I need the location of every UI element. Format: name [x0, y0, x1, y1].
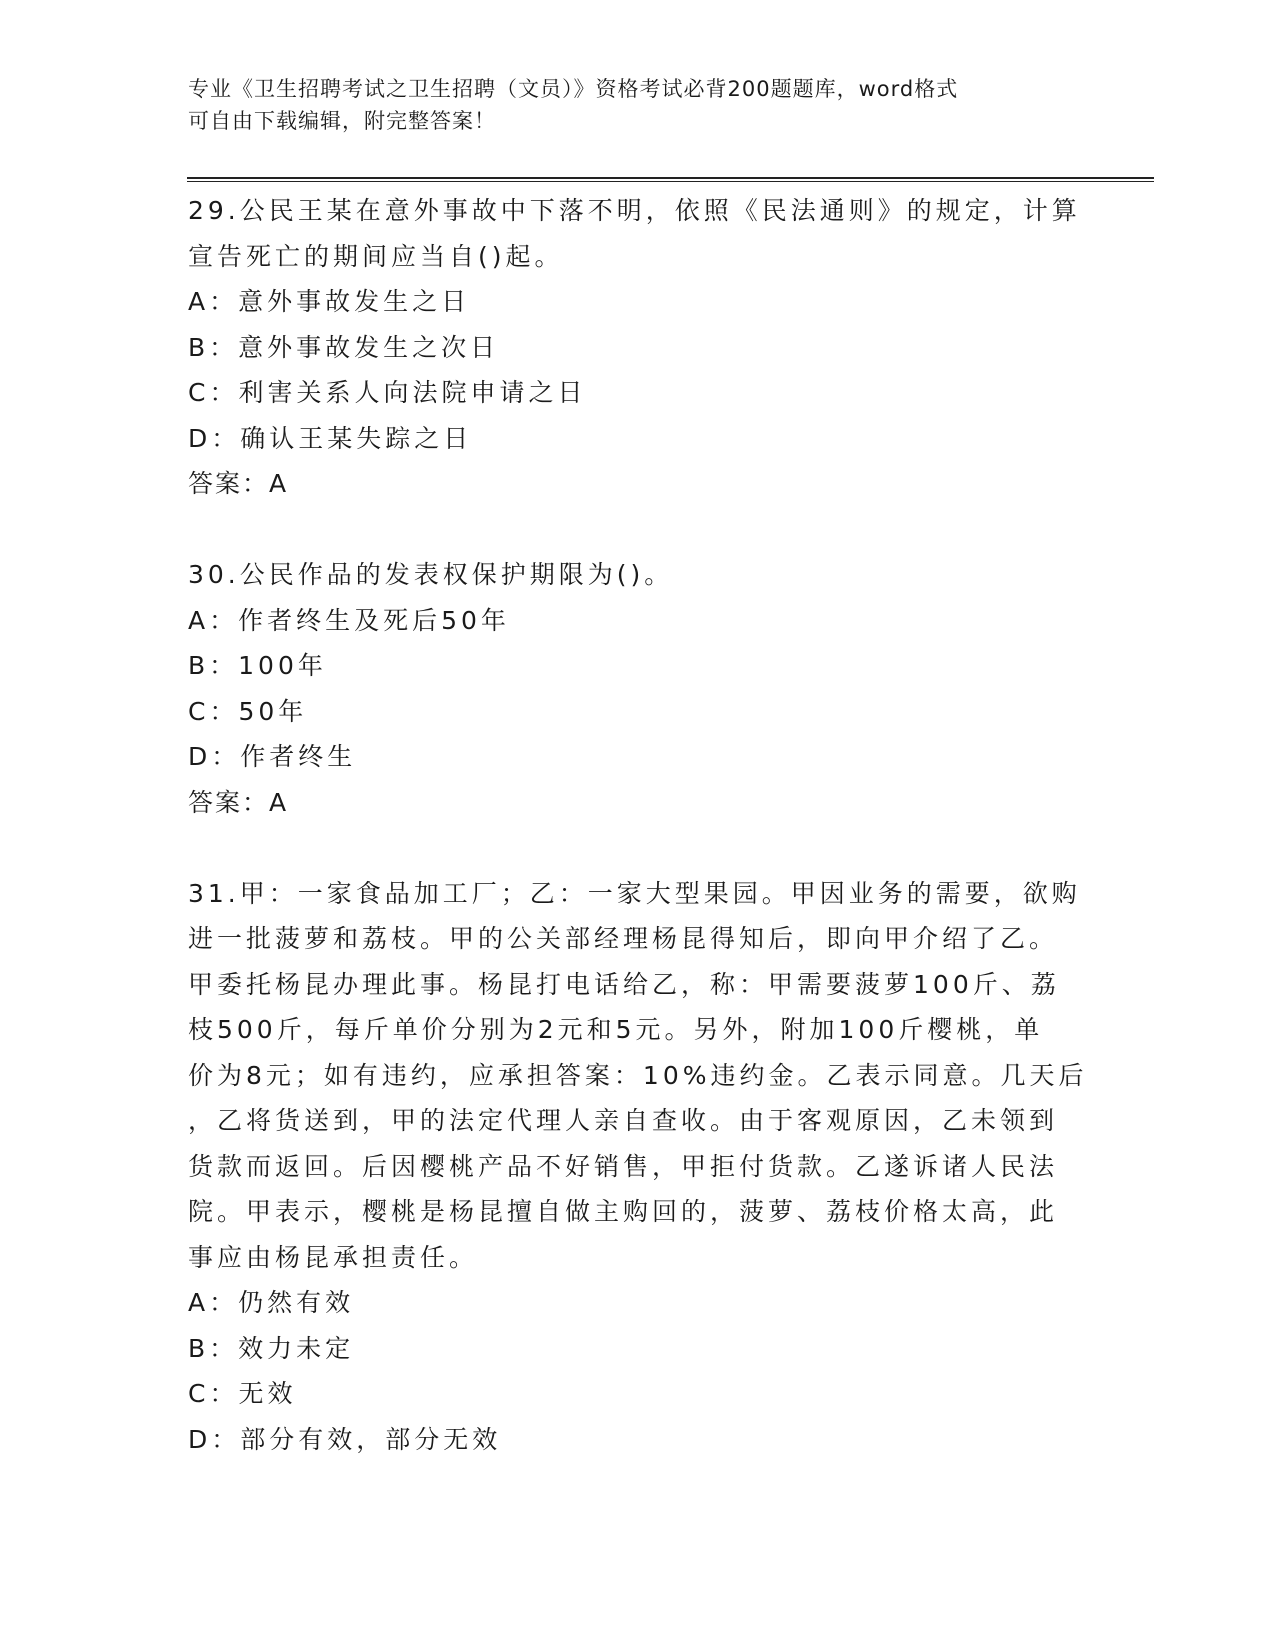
option-c: C：无效 — [188, 1379, 297, 1408]
question-stem-line: 宣告死亡的期间应当自()起。 — [188, 241, 564, 271]
page-header — [188, 73, 1068, 137]
header-line: 可自由下载编辑，附完整答案！ — [188, 109, 496, 133]
question-stem-line: 院。甲表示，樱桃是杨昆擅自做主购回的，菠萝、荔枝价格太高，此 — [188, 1197, 1059, 1226]
option-a: A：仍然有效 — [188, 1288, 355, 1317]
question-spacer — [188, 825, 1088, 871]
option-a: A：作者终生及死后50年 — [188, 605, 510, 635]
question-stem-line: ，乙将货送到，甲的法定代理人亲自查收。由于客观原因，乙未领到 — [188, 1106, 1059, 1135]
option-d: D：作者终生 — [188, 742, 357, 771]
option-b: B：效力未定 — [188, 1333, 355, 1363]
question-stem-line: 31.甲：一家食品加工厂；乙：一家大型果园。甲因业务的需要，欲购 — [188, 878, 1081, 908]
option-a: A：意外事故发生之日 — [188, 287, 471, 316]
option-d: D：确认王某失踪之日 — [188, 423, 473, 453]
option-b: B：意外事故发生之次日 — [188, 332, 500, 362]
question-list — [188, 188, 1088, 1462]
question-spacer — [188, 507, 1088, 553]
header-divider — [187, 177, 1154, 182]
option-d: D：部分有效，部分无效 — [188, 1424, 502, 1454]
question-stem-line: 价为8元；如有违约，应承担答案：10%违约金。乙表示同意。几天后 — [188, 1060, 1088, 1090]
question-stem-line: 货款而返回。后因樱桃产品不好销售，甲拒付货款。乙遂诉诸人民法 — [188, 1151, 1059, 1181]
option-b: B：100年 — [188, 651, 327, 680]
question-stem-line: 事应由杨昆承担责任。 — [188, 1242, 479, 1272]
question-stem-line: 29.公民王某在意外事故中下落不明，依照《民法通则》的规定，计算 — [188, 196, 1081, 225]
question-29 — [188, 188, 1088, 507]
question-31 — [188, 871, 1088, 1463]
header-line: 专业《卫生招聘考试之卫生招聘（文员）》资格考试必背200题题库，word格式 — [188, 77, 959, 101]
question-stem-line: 甲委托杨昆办理此事。杨昆打电话给乙，称：甲需要菠萝100斤、荔 — [188, 969, 1060, 999]
answer-label: 答案：A — [188, 787, 289, 817]
answer-label: 答案：A — [188, 469, 289, 498]
question-stem-line: 进一批菠萝和荔枝。甲的公关部经理杨昆得知后，即向甲介绍了乙。 — [188, 924, 1059, 953]
option-c: C：利害关系人向法院申请之日 — [188, 378, 587, 407]
question-stem-line: 30.公民作品的发表权保护期限为()。 — [188, 560, 674, 589]
option-c: C：50年 — [188, 696, 308, 726]
question-30 — [188, 552, 1088, 825]
question-stem-line: 枝500斤，每斤单价分别为2元和5元。另外，附加100斤樱桃，单 — [188, 1015, 1044, 1044]
